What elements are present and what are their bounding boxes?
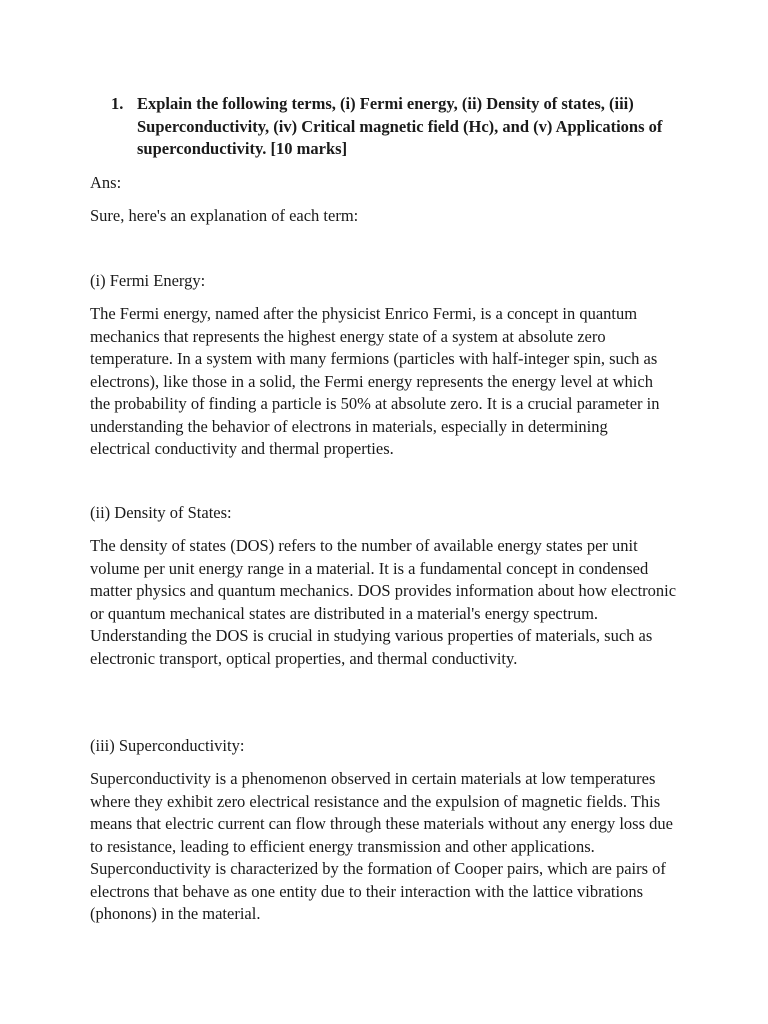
section-body-fermi-energy: The Fermi energy, named after the physicist Enrico Fermi, is a concept in quantum mechanics that represents the highest energy state of a system at absolute zero temperature. In a system with many fermions (particles with half-integer spin, such as electrons), like those in a solid, the Fermi energy represents the energy level at which the probability of finding a particle is 50% at absolute zero. It is a crucial parameter in understanding the behavior of electrons in materials, especially in determining electrical conductivity and thermal properties.: [90, 304, 660, 458]
section-heading-superconductivity: (iii) Superconductivity:: [90, 736, 245, 755]
answer-label: Ans:: [90, 173, 122, 192]
question-text: Explain the following terms, (i) Fermi energy, (ii) Density of states, (iii) Superconductivity, (iv) Critical magnetic field (Hc), and (v) Applications of superconductivity. [10 marks]: [137, 94, 663, 158]
question-item: [111, 93, 691, 161]
section-heading-density-of-states: (ii) Density of States:: [90, 503, 232, 522]
section-body-density-of-states: The density of states (DOS) refers to the number of available energy states per unit volume per unit energy range in a material. It is a fundamental concept in condensed matter physics and quantum mechanics. DOS provides information about how electronic or quantum mechanical states are distributed in a material's energy spectrum. Understanding the DOS is crucial in studying various properties of materials, such as electronic transport, optical properties, and thermal conductivity.: [90, 536, 677, 668]
section-body-superconductivity: Superconductivity is a phenomenon observed in certain materials at low temperatures where they exhibit zero electrical resistance and the expulsion of magnetic fields. This means that electric current can flow through these materials without any energy loss due to resistance, leading to efficient energy transmission and other applications. Superconductivity is characterized by the formation of Cooper pairs, which are pairs of electrons that behave as one entity due to their interaction with the lattice vibrations (phonons) in the material.: [90, 769, 673, 923]
intro-text: Sure, here's an explanation of each term:: [90, 206, 359, 225]
section-heading-fermi-energy: (i) Fermi Energy:: [90, 271, 206, 290]
question-number: 1.: [111, 94, 124, 113]
